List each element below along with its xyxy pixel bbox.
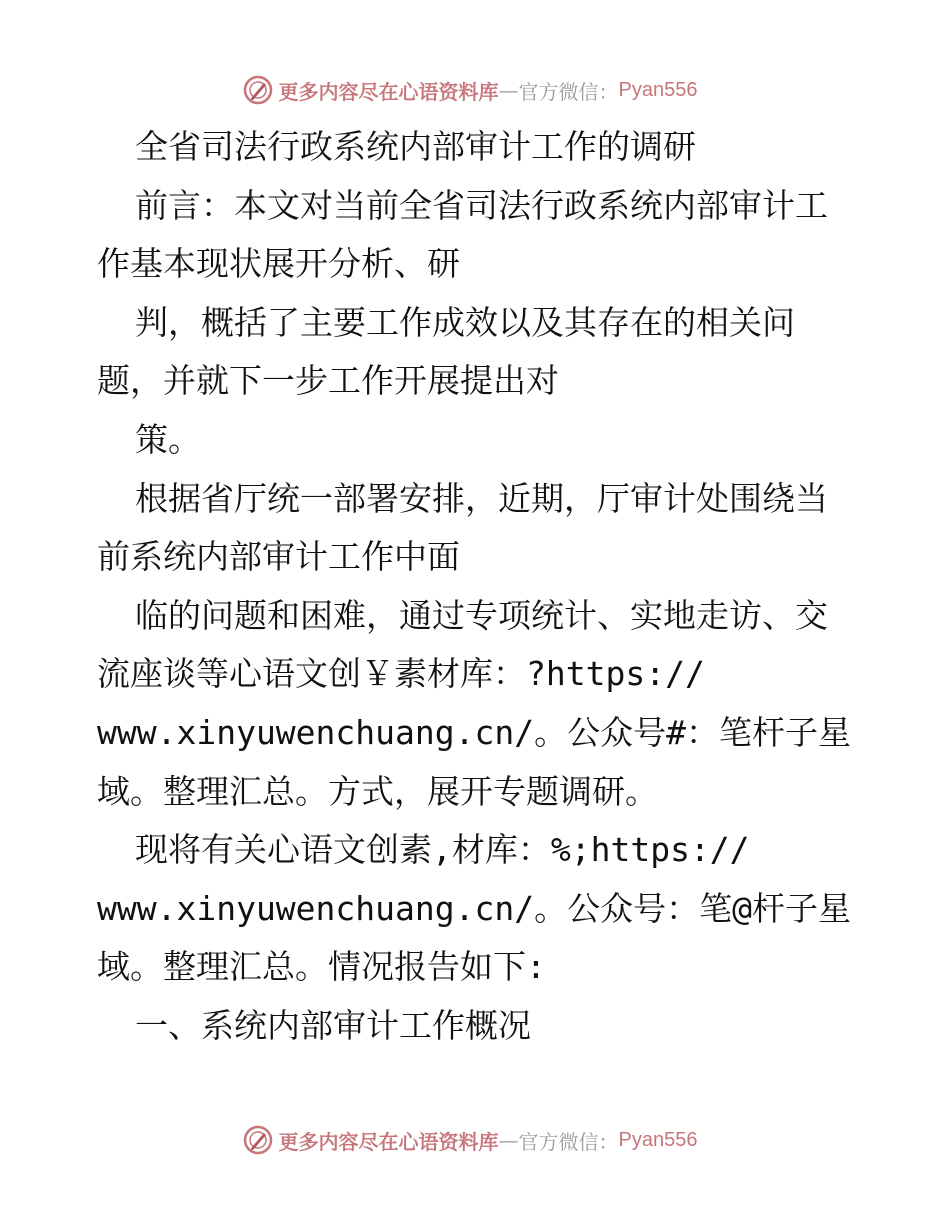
watermark-site-text: 更多内容尽在心语资料库 bbox=[278, 79, 499, 104]
paragraph-line: www.xinyuwenchuang.cn/。公众号：笔@杆子星 bbox=[97, 888, 851, 928]
paragraph-line: 题，并就下一步工作开展提出对 bbox=[97, 361, 559, 401]
paragraph-line: 策。 bbox=[135, 419, 201, 459]
pen-logo-icon bbox=[243, 75, 273, 105]
paragraph-line: 临的问题和困难，通过专项统计、实地走访、交 bbox=[135, 595, 828, 635]
watermark-header bbox=[0, 70, 950, 110]
paragraph-line: 现将有关心语文创素,材库：%;https:// bbox=[135, 830, 750, 870]
paragraph-line: 根据省厅统一部署安排，近期，厅审计处围绕当 bbox=[135, 478, 828, 518]
paragraph-line: 判，概括了主要工作成效以及其存在的相关问 bbox=[135, 302, 795, 342]
paragraph-line: 流座谈等心语文创￥素材库：?https:// bbox=[97, 654, 705, 694]
document-body bbox=[97, 118, 857, 1056]
document-title: 全省司法行政系统内部审计工作的调研 bbox=[135, 127, 696, 166]
paragraph-line: 前言：本文对当前全省司法行政系统内部审计工 bbox=[135, 185, 828, 225]
paragraph-line: www.xinyuwenchuang.cn/。公众号#：笔杆子星 bbox=[97, 712, 851, 752]
watermark-wechat-id: Pyan556 bbox=[618, 78, 698, 101]
paragraph-line: 前系统内部审计工作中面 bbox=[97, 537, 460, 577]
paragraph-line: 域。整理汇总。情况报告如下: bbox=[97, 947, 546, 987]
watermark-wechat-label: 官方微信： bbox=[518, 79, 619, 104]
watermark-dash: — bbox=[498, 1128, 519, 1152]
watermark-wechat-id: Pyan556 bbox=[618, 1128, 698, 1151]
watermark-wechat-label: 官方微信： bbox=[518, 1129, 619, 1154]
paragraph-line: 作基本现状展开分析、研 bbox=[97, 244, 460, 284]
watermark-dash: — bbox=[498, 78, 519, 102]
watermark-site-text: 更多内容尽在心语资料库 bbox=[278, 1129, 499, 1154]
section-heading: 一、系统内部审计工作概况 bbox=[135, 1005, 531, 1045]
watermark-footer bbox=[0, 1120, 950, 1160]
pen-logo-icon bbox=[243, 1125, 273, 1155]
paragraph-line: 域。整理汇总。方式，展开专题调研。 bbox=[97, 771, 658, 811]
